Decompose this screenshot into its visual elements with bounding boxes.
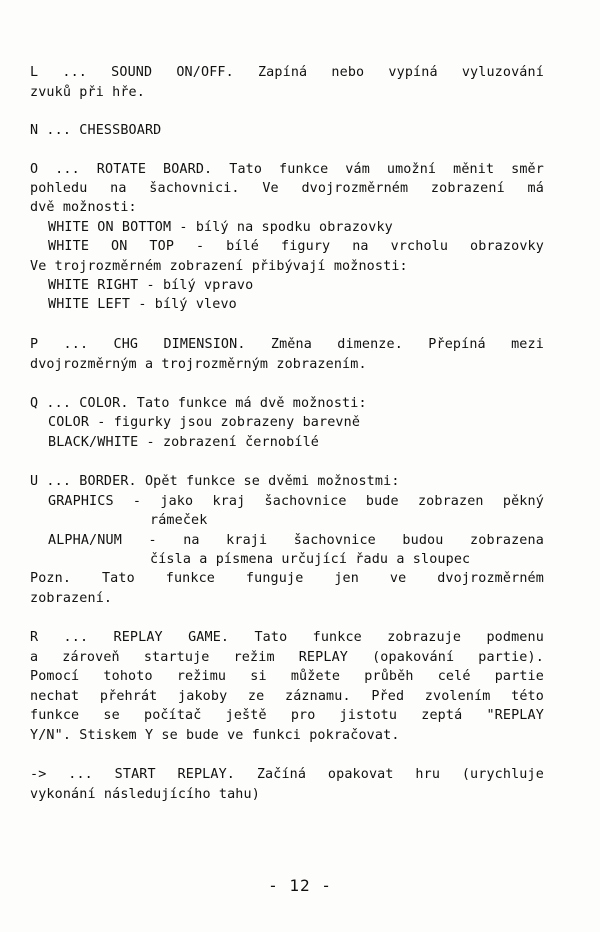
text-line: ALPHA/NUM - na kraji šachovnice budou zobrazena [48,533,544,548]
text-line: dvě možnosti: [30,200,137,215]
text-line: O ... ROTATE BOARD. Tato funkce vám umožní měnit směr [30,162,544,177]
text-line: Pozn. Tato funkce funguje jen ve dvojrozměrném [30,571,544,586]
text-line: a zároveň startuje režim REPLAY (opakování partie). [30,650,544,665]
text-line: dvojrozměrným a trojrozměrným zobrazením. [30,357,367,372]
text-line: WHITE ON TOP - bílé figury na vrcholu obrazovky [48,239,544,254]
text-line: Q ... COLOR. Tato funkce má dvě možnosti: [30,396,367,411]
text-line: WHITE RIGHT - bílý vpravo [48,278,254,293]
text-line: zobrazení. [30,591,113,606]
text-line: nechat přehrát jakoby ze záznamu. Před zvolením této [30,689,544,704]
text-line: GRAPHICS - jako kraj šachovnice bude zobrazen pěkný [48,494,544,509]
text-line: R ... REPLAY GAME. Tato funkce zobrazuje podmenu [30,630,544,645]
text-line: čísla a písmena určující řadu a sloupec [150,552,471,567]
text-line: N ... CHESSBOARD [30,123,162,138]
text-line: Ve trojrozměrném zobrazení přibývají možnosti: [30,259,408,274]
text-line: vykonání následujícího tahu) [30,787,260,802]
page-number: - 12 - [268,876,332,895]
text-line: Y/N". Stiskem Y se bude ve funkci pokračovat. [30,728,400,743]
text-line: zvuků při hře. [30,85,145,100]
text-line: pohledu na šachovnici. Ve dvojrozměrném zobrazení má [30,181,544,196]
text-line: -> ... START REPLAY. Začíná opakovat hru (urychluje [30,767,544,782]
text-line: WHITE ON BOTTOM - bílý na spodku obrazovky [48,220,393,235]
text-line: rámeček [150,513,208,528]
text-line: P ... CHG DIMENSION. Změna dimenze. Přepíná mezi [30,337,544,352]
text-line: WHITE LEFT - bílý vlevo [48,297,237,312]
text-line: Pomocí tohoto režimu si můžete průběh celé partie [30,669,544,684]
text-line: U ... BORDER. Opět funkce se dvěmi možnostmi: [30,474,400,489]
text-line: BLACK/WHITE - zobrazení černobílé [48,435,319,450]
text-line: COLOR - figurky jsou zobrazeny barevně [48,415,361,430]
text-line: funkce se počítač ještě pro jistotu zeptá "REPLAY [30,708,544,723]
text-line: L ... SOUND ON/OFF. Zapíná nebo vypíná vyluzování [30,65,544,80]
